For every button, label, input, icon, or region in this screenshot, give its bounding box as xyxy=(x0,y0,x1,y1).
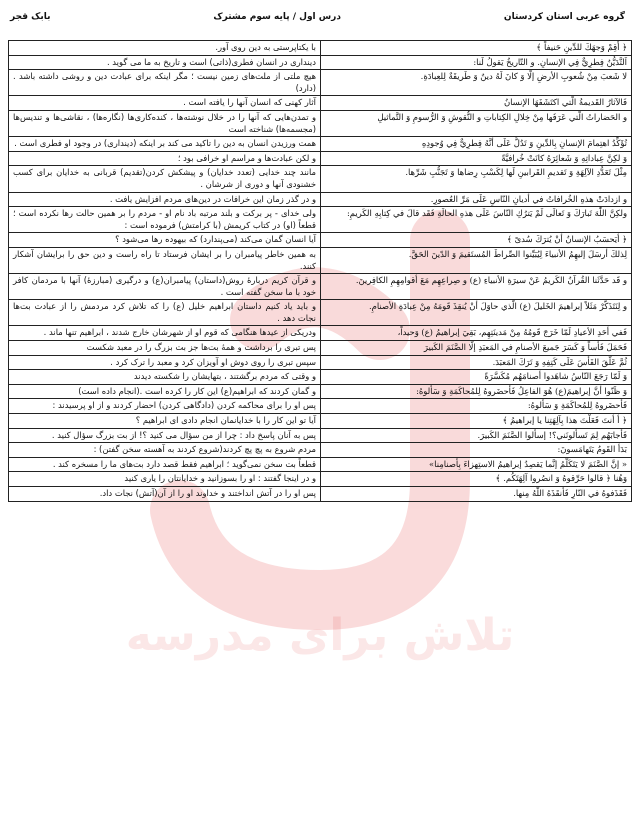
table-row xyxy=(9,192,632,207)
persian-translation-cell: به همین خاطر پیامبران را بر ایشان فرستاد تا راه راست و دین حق را برایشان آشکار کنند. xyxy=(9,247,321,273)
persian-translation-cell: آیا انسان گمان می‌کند (می‌پندارد) که بیهوده رها می‌شود ؟ xyxy=(9,233,321,248)
table-row xyxy=(9,399,632,414)
arabic-text-cell: ﴿ أ أنتَ فَعَلْتَ هذا بِآلِهَتِنا یا إبراهیمُ ﴾ xyxy=(321,414,632,429)
arabic-text-cell: ولكِنَّ اللّٰهَ تَبارَكَ وَ تَعالَی لَمْ یَترُكِ النّاسَ عَلَی هذهِ الحالَةِ فَقَد قالَ في كِتابِهِ الكَریمِ: xyxy=(321,207,632,233)
table-row xyxy=(9,247,632,273)
arabic-text-cell: وَ ظَنّوا أنَّ إبراهیمَ(ع) هُوَ الفاعِلُ فَأحضَروهُ لِلمُحاكَمَةِ وَ سَألوهُ: xyxy=(321,384,632,399)
table-row xyxy=(9,70,632,96)
arabic-text-cell: فَحَمَلَ فَأساً وَ كَسَرَ جَمیعَ الأصنامِ في المَعبَدِ إلّا الصَّنَمَ الكَبیرَ xyxy=(321,341,632,356)
arabic-text-cell: و قَد حَدَّثَنا القُرآنُ الكَریمُ عَنْ سیرَةِ الأنبیاءِ (ع) و صِراعِهِم مَعَ أقوامِهِمِ الكافِرینَ. xyxy=(321,274,632,300)
table-row xyxy=(9,137,632,152)
header-center: درس اول / پایه سوم مشترک xyxy=(213,12,341,22)
table-row xyxy=(9,341,632,356)
persian-translation-cell: همت ورزیدن انسان به دین را تاکید می کند بر اینکه (دینداری) در وجود او فطری است . xyxy=(9,137,321,152)
table-row xyxy=(9,207,632,233)
persian-translation-cell: پس تبری را برداشت و همهٔ بت‌ها جز بت بزرگ را در معبد شکست xyxy=(9,341,321,356)
persian-translation-cell: پس به آنان پاسخ داد : چرا از من سؤال می کنید ؟! از بت بزرگ سؤال کنید . xyxy=(9,428,321,443)
persian-translation-cell: پس او را در آتش انداختند و خداوند او را از آن(آتش) نجات داد. xyxy=(9,487,321,502)
persian-translation-cell: و وقتی که مردم برگشتند ، بتهایشان را شکسته دیدند xyxy=(9,370,321,385)
persian-translation-cell: و لکن عبادت‌ها و مراسم او خرافی بود ؛ xyxy=(9,151,321,166)
table-row xyxy=(9,326,632,341)
persian-translation-cell: قطعاً بت سخن نمی‌گوید ؛ ابراهیم فقط قصد دارد بت‌های ما را مسخره کند . xyxy=(9,457,321,472)
table-row xyxy=(9,233,632,248)
table-row xyxy=(9,487,632,502)
table-row xyxy=(9,414,632,429)
table-row xyxy=(9,96,632,111)
persian-translation-cell: و در اینجا گفتند : او را بسوزانید و خدایانتان را یاری کنید xyxy=(9,472,321,487)
table-row xyxy=(9,472,632,487)
persian-translation-cell: پس او را برای محاکمه کردن (دادگاهی کردن) احضار کردند و از او پرسیدند : xyxy=(9,399,321,414)
persian-translation-cell: ودریکی از عیدها هنگامی که قوم او از شهرشان خارج شدند ، ابراهیم تنها ماند . xyxy=(9,326,321,341)
persian-translation-cell: آیا تو این کار را با خدایانمان انجام دادی ای ابراهیم ؟ xyxy=(9,414,321,429)
persian-translation-cell: و گمان کردند که ابراهیم(ع) این کار را کرده است .(انجام داده است) xyxy=(9,384,321,399)
arabic-text-cell: فَالآثارُ القَدیمةُ الَّتي اكتَشَفَهَا الإنسانُ xyxy=(321,96,632,111)
table-row xyxy=(9,443,632,458)
persian-translation-cell: دینداری در انسان فطری(ذاتی) است و تاریخ به ما می گوید . xyxy=(9,55,321,70)
arabic-text-cell: تُؤَكِّدُ اهتِمامَ الإنسانِ بِالدِّینِ وَ تَدُلُّ عَلَی أنَّهُ فِطرِيٌّ فِي وُجودِهِ xyxy=(321,137,632,152)
table-row xyxy=(9,110,632,136)
arabic-text-cell: ﴿ أَقِمْ وَجهَكَ للدِّینِ حَنیفاً ﴾ xyxy=(321,41,632,56)
table-row xyxy=(9,55,632,70)
arabic-text-cell: اَلتَّدَیُّنُ فِطرِيٌّ فِي الإنسانِ. و التّاریخُ یَقولُ لَنا: xyxy=(321,55,632,70)
arabic-text-cell: لا شَعبَ مِنْ شُعوبِ الأرضِ إلّا وَ كانَ لَهُ دینٌ وَ طَریقَةٌ لِلعِبادَةِ. xyxy=(321,70,632,96)
page-header xyxy=(10,6,625,28)
arabic-text-cell: مِثْلَ تَعَدُّدِ الآلِهَةِ وَ تَقدیمِ القَرابینِ لَها لِكَسْبِ رِضاها وَ تَجَنُّبِ شَرِّها. xyxy=(321,166,632,192)
table-row xyxy=(9,151,632,166)
persian-translation-cell: مانند چند خدایی (تعدد خدایان) و پیشکش کردن(تقدیم) قربانی به خدایان برای کسب خشنودی آنها و دوری از شرشان . xyxy=(9,166,321,192)
table-row xyxy=(9,384,632,399)
table-row xyxy=(9,166,632,192)
arabic-text-cell: ﴿ أیَحسَبُ الإنسانُ أنْ یُترَكَ سُدیً ﴾ xyxy=(321,233,632,248)
persian-translation-cell: سپس تبری را روی دوش او آویزان کرد و معبد را ترک کرد . xyxy=(9,355,321,370)
persian-translation-cell: و تمدن‌هایی که آنها را در خلال نوشته‌ها ، کنده‌کاری‌ها (نگاره‌ها) ، نقاشی‌ها و تندیس‌ها (مجسمه‌ها) شناخته است xyxy=(9,110,321,136)
persian-translation-cell: ولی خدای - پر برکت و بلند مرتبه باد نام او - مردم را بر همین حالت رها نکرده است ؛ قطعاً (او) در کتاب کریمش (با کرامتش) فرموده است : xyxy=(9,207,321,233)
arabic-text-cell: بَدَأ القَومُ یَتَهامَسونَ: xyxy=(321,443,632,458)
persian-translation-cell: و در گذر زمان این خرافات در دین‌های مردم افزایش یافت . xyxy=(9,192,321,207)
table-row xyxy=(9,355,632,370)
arabic-text-cell: لِذلكَ أرسَلَ إلیهِمُ الأنبیاءَ لِیُبَیِّنوا الصِّراطَ المُستَقیمَ وَ الدّینَ الحَقَّ. xyxy=(321,247,632,273)
table-row xyxy=(9,274,632,300)
arabic-text-cell: وَ لكِنَّ عِباداتِهِ وَ شَعائِرَهُ كانَتْ خُرافیَّةً xyxy=(321,151,632,166)
persian-translation-cell: هیچ ملتی از ملت‌های زمین نیست ؛ مگر اینکه برای عبادت دین و روشی داشته باشد . (دارد) xyxy=(9,70,321,96)
header-right: گروه عربی استان کردستان xyxy=(503,12,625,22)
arabic-text-cell: فَأحضَروهُ لِلمُحاكَمَةِ وَ سَألوهُ: xyxy=(321,399,632,414)
persian-translation-cell: آثار کهنی که انسان آنها را یافته است . xyxy=(9,96,321,111)
table-row xyxy=(9,300,632,326)
arabic-text-cell: « إنَّ الصَّنَمَ لا یَتَكَلَّمُ إنَّما یَقصِدُ إبراهیمُ الاستِهزاءَ بِأصنامِنا» xyxy=(321,457,632,472)
arabic-text-cell: وَهُنا ﴿ قالوا حَرِّقوهُ وَ انصُروا آلِهَتَكُم. ﴾ xyxy=(321,472,632,487)
arabic-text-cell: و الحَضاراتُ الَّتي عَرَفَها مِنْ خِلالِ الكِتاباتِ و النُّقوشِ وَ الرُّسومِ وَ التَّماثیلِ xyxy=(321,110,632,136)
arabic-text-cell: ثُمَّ عَلَّقَ الفَأسَ عَلَی كَتِفِهِ وَ تَرَكَ المَعبَدَ. xyxy=(321,355,632,370)
persian-translation-cell: با یکتاپرستی به دین روی آور. xyxy=(9,41,321,56)
persian-translation-cell: و باید یاد کنیم داستان ابراهیم خلیل (ع) را که تلاش کرد مردمش را از عبادت بت‌ها نجات دهد . xyxy=(9,300,321,326)
arabic-text-cell: فَأجابَهُم لِمَ تَسألونَني؟! إسألوا الصَّنَمَ الكَبیرَ. xyxy=(321,428,632,443)
persian-translation-cell: مردم شروع به پچ پچ کردند(شروع کردند به آهسته سخن گفتن) : xyxy=(9,443,321,458)
arabic-text-cell: و ازدادَتْ هذهِ الخُرافاتُ في أدیانِ النّاسِ عَلَی مَرِّ العُصورِ. xyxy=(321,192,632,207)
table-row xyxy=(9,457,632,472)
table-row xyxy=(9,428,632,443)
arabic-text-cell: و لِنَتَذَكَّرْ مَثَلاً إبراهیمَ الخَلیلَ (ع) الّذي حاوَلَ أنْ یُنقِذَ قَومَهُ مِنْ عِبادَةِ الأصنامِ. xyxy=(321,300,632,326)
persian-translation-cell: و قرآن کریم دربارهٔ روش(داستان) پیامبران(ع) و درگیری (مبارزهٔ) آنها با مردمان کافر خود با ما سخن گفته است . xyxy=(9,274,321,300)
header-left: بابک قجر xyxy=(10,12,51,22)
arabic-text-cell: فَقَذَفوهُ في النّارِ فَأنقَذَهُ اللّٰهُ مِنها. xyxy=(321,487,632,502)
table-row xyxy=(9,41,632,56)
watermark-text: تلاش برای مدرسه xyxy=(125,610,515,661)
translation-table xyxy=(8,40,632,502)
arabic-text-cell: وَ لَمّا رَجَعَ النّاسُ شاهَدوا أصنامَهُم مُكَسَّرَةً xyxy=(321,370,632,385)
table-row xyxy=(9,370,632,385)
arabic-text-cell: فَفي أحَدِ الأعیادِ لَمّا خَرَجَ قَومُهُ مِنْ مَدینَتِهِم، بَقِيَ إبراهیمُ (ع) وَحیداً، xyxy=(321,326,632,341)
